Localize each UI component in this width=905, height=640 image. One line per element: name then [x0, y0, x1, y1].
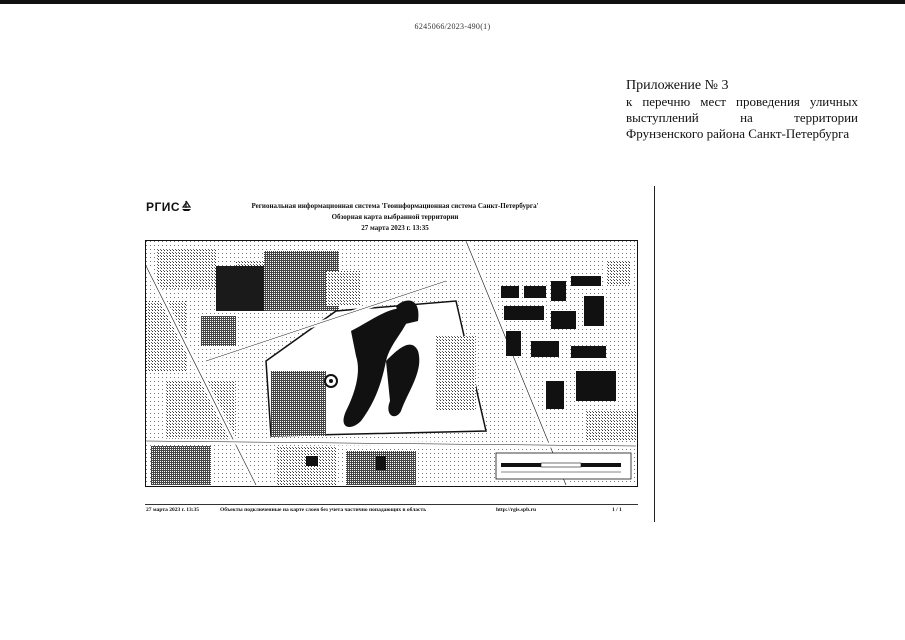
footer-rule — [145, 504, 638, 505]
appendix-line-3: Фрунзенского района Санкт-Петербурга — [626, 126, 850, 141]
scale-bar — [496, 453, 631, 479]
building-e8 — [506, 331, 521, 356]
building-e5 — [504, 306, 544, 320]
building-e12 — [576, 371, 616, 401]
block-nw — [156, 249, 216, 289]
scan-top-edge — [0, 0, 905, 4]
block-ne — [606, 261, 631, 286]
building-s2 — [376, 456, 386, 470]
block-se — [586, 411, 636, 441]
block-n2 — [326, 271, 361, 306]
rgis-logo — [146, 200, 192, 214]
sheet-right-border — [654, 186, 655, 522]
territory-east-hatch — [436, 336, 476, 411]
building-e3 — [551, 281, 566, 301]
map-timestamp: 27 марта 2023 г. 13:35 — [361, 224, 429, 232]
footer-url[interactable]: http://rgis.spb.ru — [496, 507, 537, 513]
system-title: Региональная информационная система 'Геоинформационная система Санкт-Петербурга' — [251, 202, 539, 210]
building-e1 — [501, 286, 519, 298]
appendix-title: Приложение № 3 — [626, 78, 729, 93]
overview-map — [145, 240, 638, 487]
building-s1 — [306, 456, 318, 466]
footer-page: 1 / 1 — [612, 507, 622, 513]
document-number: 6245066/2023-490(1) — [414, 22, 491, 31]
building-e6 — [551, 311, 576, 329]
footer-note: Объекты подключенные на карте слоев без учета частично попадающих в область — [220, 507, 427, 513]
appendix-line-2: выступлений на территории — [626, 110, 858, 125]
appendix-block — [626, 78, 858, 142]
building-e2 — [524, 286, 546, 298]
ship-mark-icon — [181, 200, 192, 214]
selected-point-center — [329, 379, 333, 383]
building-e7 — [584, 296, 604, 326]
block-sw2 — [151, 446, 211, 485]
building-e10 — [571, 346, 606, 358]
territory-west-hatch — [271, 371, 326, 436]
building-e11 — [546, 381, 564, 409]
logo-text: РГИС — [146, 200, 181, 214]
map-title: Обзорная карта выбранной территории — [331, 213, 459, 221]
building-e4 — [571, 276, 601, 286]
footer-date: 27 марта 2023 г. 13:35 — [146, 507, 200, 513]
appendix-line-1: к перечню мест проведения уличных — [626, 94, 858, 109]
building-e9 — [531, 341, 559, 357]
block-sw — [166, 381, 236, 441]
block-w2 — [201, 316, 236, 346]
